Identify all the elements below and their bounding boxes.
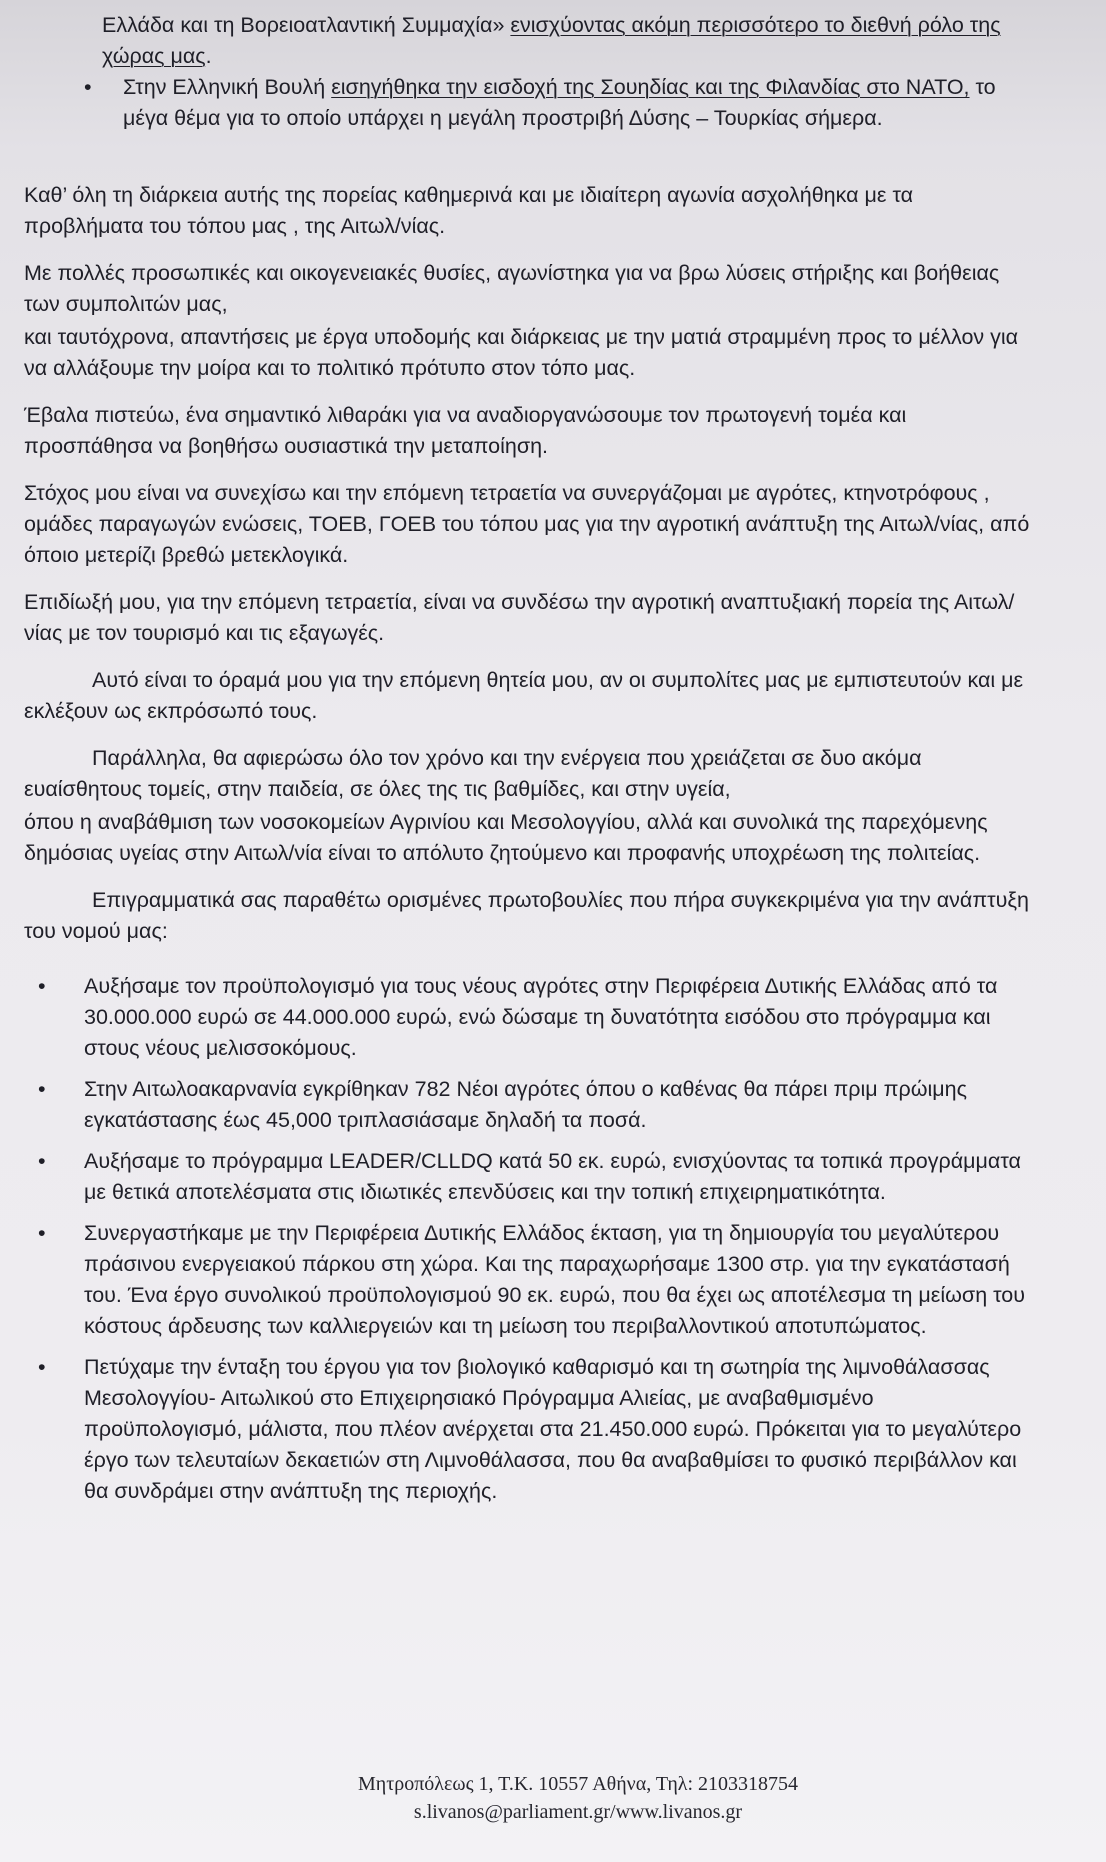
text-fragment: . bbox=[205, 44, 212, 68]
list-item-text: Στην Αιτωλοακαρνανία εγκρίθηκαν 782 Νέοι αγρότες όπου ο καθένας θα πάρει πριμ πρώιμης εγκατάστασης έως 45,000 τριπλασιάσαμε δηλαδή τα ποσά. bbox=[84, 1077, 967, 1132]
paragraph-9: όπου η αναβάθμιση των νοσοκομείων Αγρινίου και Μεσολογγίου, αλλά και συνολικά της παρεχόμενης δημόσιας υγείας στην Αιτωλ/νία είναι το απόλυτο ζητούμενο και προφανής υποχρέωση της πολιτείας. bbox=[24, 810, 988, 865]
underlined-text: εισηγήθηκα την εισδοχή της Σουηδίας και της Φιλανδίας στο ΝΑΤΟ, bbox=[331, 75, 970, 99]
text-fragment: Στην Ελληνική Βουλή bbox=[123, 75, 332, 99]
list-item-text: Συνεργαστήκαμε με την Περιφέρεια Δυτικής Ελλάδος έκταση, για τη δημιουργία του μεγαλύτερου πράσινου ενεργειακού πάρκου στη χώρα. Και της παραχωρήσαμε 1300 στρ. για την εγκατάστασή του. Ένα έργο συνολικού προϋπολογισμού 90 εκ. ευρώ, που θα έχει ως αποτέλεσμα τη μείωση του κόστους άρδευσης των καλλιεργειών και τη μείωση του περιβαλλοντικού αποτυπώματος. bbox=[84, 1221, 1026, 1338]
list-item bbox=[24, 1352, 1036, 1507]
bullet-dot: • bbox=[38, 1355, 46, 1379]
paragraph-5: Στόχος μου είναι να συνεχίσω και την επόμενη τετραετία να συνεργάζομαι με αγρότες, κτηνοτρόφους , ομάδες παραγωγών ενώσεις, ΤΟΕΒ, ΓΟΕΒ του τόπου μας για την αγροτική ανάπτυξη της Αιτωλ/νίας, από όποιο μετερίζι βρεθώ μετεκλογικά. bbox=[24, 481, 1030, 567]
continued-section bbox=[24, 10, 1036, 134]
text-fragment: Ελλάδα και τη Βορειοατλαντική Συμμαχία» bbox=[102, 13, 511, 37]
paragraph-1: Καθ’ όλη τη διάρκεια αυτής της πορείας καθημερινά και με ιδιαίτερη αγωνία ασχολήθηκα με τα προβλήματα του τόπου μας , της Αιτωλ/νίας. bbox=[24, 183, 914, 238]
paragraph-6: Επιδίωξή μου, για την επόμενη τετραετία, είναι να συνδέσω την αγροτική αναπτυξιακή πορεία της Αιτωλ/νίας με τον τουρισμό και τις εξαγωγές. bbox=[24, 590, 1015, 645]
paragraph-7: Αυτό είναι το όραμά μου για την επόμενη θητεία μου, αν οι συμπολίτες μας με εμπιστευτούν και με εκλέξουν ως εκπρόσωπό τους. bbox=[24, 668, 1024, 723]
paragraph-3: και ταυτόχρονα, απαντήσεις με έργα υποδομής και διάρκειας με την ματιά στραμμένη προς το μέλλον για να αλλάξουμε την μοίρα και το πολιτικό πρότυπο στον τόπο μας. bbox=[24, 325, 1019, 380]
bullet-dot: • bbox=[38, 1221, 46, 1245]
bullet-dot: • bbox=[38, 1077, 46, 1101]
paragraph-2: Με πολλές προσωπικές και οικογενειακές θυσίες, αγωνίστηκα για να βρω λύσεις στήριξης και βοήθειας των συμπολιτών μας, bbox=[24, 261, 1000, 316]
list-item-text: Αυξήσαμε τον προϋπολογισμό για τους νέους αγρότες στην Περιφέρεια Δυτικής Ελλάδας από τα 30.000.000 ευρώ σε 44.000.000 ευρώ, ενώ δώσαμε τη δυνατότητα εισόδου στο πρόγραμμα και στους νέους μελισσοκόμους. bbox=[84, 974, 998, 1060]
underlined-text: ενισχύοντας ακόμη περισσότερο το διεθνή ρόλο της χώρας μας bbox=[102, 13, 1001, 68]
list-item bbox=[24, 971, 1036, 1064]
paragraph-10: Επιγραμματικά σας παραθέτω ορισμένες πρωτοβουλίες που πήρα συγκεκριμένα για την ανάπτυξη του νομού μας: bbox=[24, 888, 1029, 943]
paragraph-8: Παράλληλα, θα αφιερώσω όλο τον χρόνο και την ενέργεια που χρειάζεται σε δυο ακόμα ευαίσθητους τομείς, στην παιδεία, σε όλες της τις βαθμίδες, και στην υγεία, bbox=[24, 746, 922, 801]
text-fragment: το μέγα θέμα για το οποίο υπάρχει η μεγάλη προστριβή Δύσης – Τουρκίας σήμερα. bbox=[123, 75, 996, 130]
letter-footer bbox=[0, 1770, 1106, 1826]
footer-contact: s.livanos@parliament.gr/www.livanos.gr bbox=[413, 1801, 743, 1823]
initiatives-list bbox=[24, 971, 1036, 1507]
footer-address: Μητροπόλεως 1, Τ.Κ. 10557 Αθήνα, Τηλ: 2103318754 bbox=[357, 1773, 799, 1795]
bullet-dot: • bbox=[84, 75, 92, 99]
bullet-dot: • bbox=[38, 1149, 46, 1173]
list-item bbox=[24, 1146, 1036, 1208]
bullet-item-nato bbox=[84, 72, 1036, 134]
list-item-text: Πετύχαμε την ένταξη του έργου για τον βιολογικό καθαρισμό και τη σωτηρία της λιμνοθάλασσας Μεσολογγίου- Αιτωλικού στο Επιχειρησιακό Πρόγραμμα Αλιείας, με αναβαθμισμένο προϋπολογισμό, μάλιστα, που πλέον ανέρχεται στα 21.450.000 ευρώ. Πρόκειται για το μεγαλύτερο έργο των τελευταίων δεκαετιών στη Λιμνοθάλασσα, που θα αναβαθμίσει το φυσικό περιβάλλον και θα συνδράμει στην ανάπτυξη της περιοχής. bbox=[84, 1355, 1022, 1503]
continued-paragraph bbox=[102, 10, 1036, 72]
bullet-dot: • bbox=[38, 974, 46, 998]
list-item-text: Αυξήσαμε το πρόγραμμα LEADER/CLLDQ κατά 50 εκ. ευρώ, ενισχύοντας τα τοπικά προγράμματα με θετικά αποτελέσματα στις ιδιωτικές επενδύσεις και την τοπική επιχειρηματικότητα. bbox=[84, 1149, 1021, 1204]
list-item bbox=[24, 1074, 1036, 1136]
list-item bbox=[24, 1218, 1036, 1342]
paragraph-4: Έβαλα πιστεύω, ένα σημαντικό λιθαράκι για να αναδιοργανώσουμε τον πρωτογενή τομέα και προσπάθησα να βοηθήσω ουσιαστικά την μεταποίηση. bbox=[24, 403, 907, 458]
